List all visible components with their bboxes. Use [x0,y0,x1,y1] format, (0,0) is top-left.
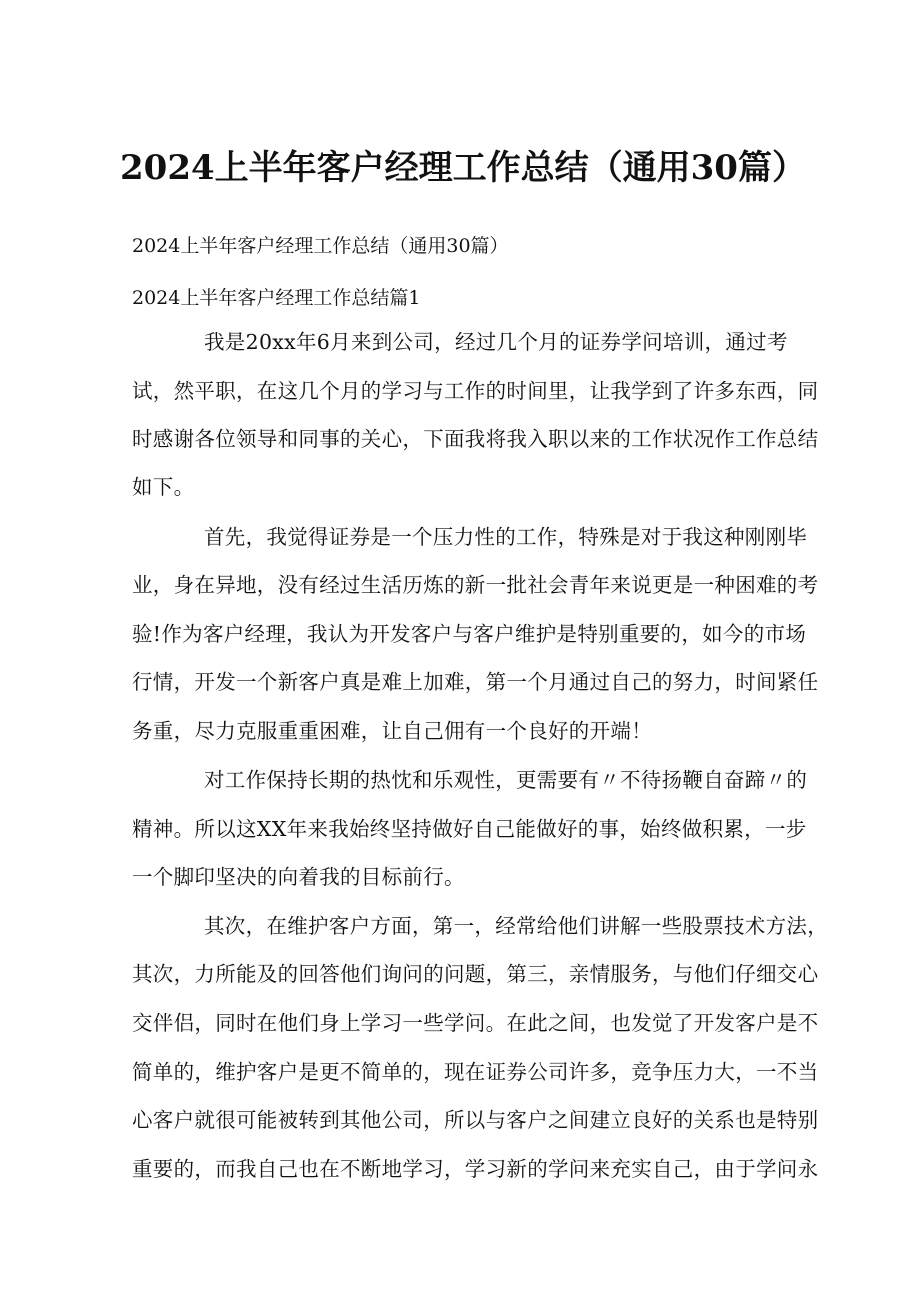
paragraph-line: 我是20xx年6月来到公司，经过几个月的证券学问培训，通过考 [204,330,788,354]
paragraph-line: 精神。所以这XX年来我始终坚持做好自己能做好的事，始终做积累，一步 [132,817,807,841]
paragraph-line: 业，身在异地，没有经过生活历炼的新一批社会青年来说更是一种困难的考 [132,573,819,597]
paragraph-line: 对工作保持长期的热忱和乐观性，更需要有〃不待扬鞭自奋蹄〃的 [204,768,808,792]
document-subtitle: 2024上半年客户经理工作总结（通用30篇） [132,235,509,257]
paragraph-line: 试，然平职，在这几个月的学习与工作的时间里，让我学到了许多东西，同 [132,379,819,403]
paragraph-line: 务重，尽力克服重重困难，让自己佣有一个良好的开端！ [132,719,652,743]
paragraph-line: 行情，开发一个新客户真是难上加难，第一个月通过自己的努力，时间紧任 [132,670,819,694]
paragraph-line: 一个脚印坚决的向着我的目标前行。 [132,865,465,889]
paragraph-line: 时感谢各位领导和同事的关心，下面我将我入职以来的工作状况作工作总结 [132,427,819,451]
paragraph-line: 其次，力所能及的回答他们询问的问题，第三，亲情服务，与他们仔细交心 [132,962,819,986]
paragraph-line: 首先，我觉得证券是一个压力性的工作，特殊是对于我这种刚刚毕 [204,525,808,549]
paragraph-line: 交伴侣，同时在他们身上学习一些学问。在此之间，也发觉了开发客户是不 [132,1011,819,1035]
paragraph-line: 重要的，而我自己也在不断地学习，学习新的学问来充实自己，由于学问永 [132,1157,819,1181]
paragraph-line: 简单的，维护客户是更不简单的，现在证券公司许多，竞争压力大，一不当 [132,1060,819,1084]
paragraph-line: 验!作为客户经理，我认为开发客户与客户维护是特别重要的，如今的市场 [132,622,807,646]
paragraph-line: 如下。 [132,475,195,499]
document-title: 2024上半年客户经理工作总结（通用30篇） [120,148,806,188]
paragraph-line: 心客户就很可能被转到其他公司，所以与客户之间建立良好的关系也是特别 [132,1108,819,1132]
paragraph-line: 其次，在维护客户方面，第一，经常给他们讲解一些股票技术方法， [204,914,828,938]
section-heading: 2024上半年客户经理工作总结篇1 [132,287,421,309]
